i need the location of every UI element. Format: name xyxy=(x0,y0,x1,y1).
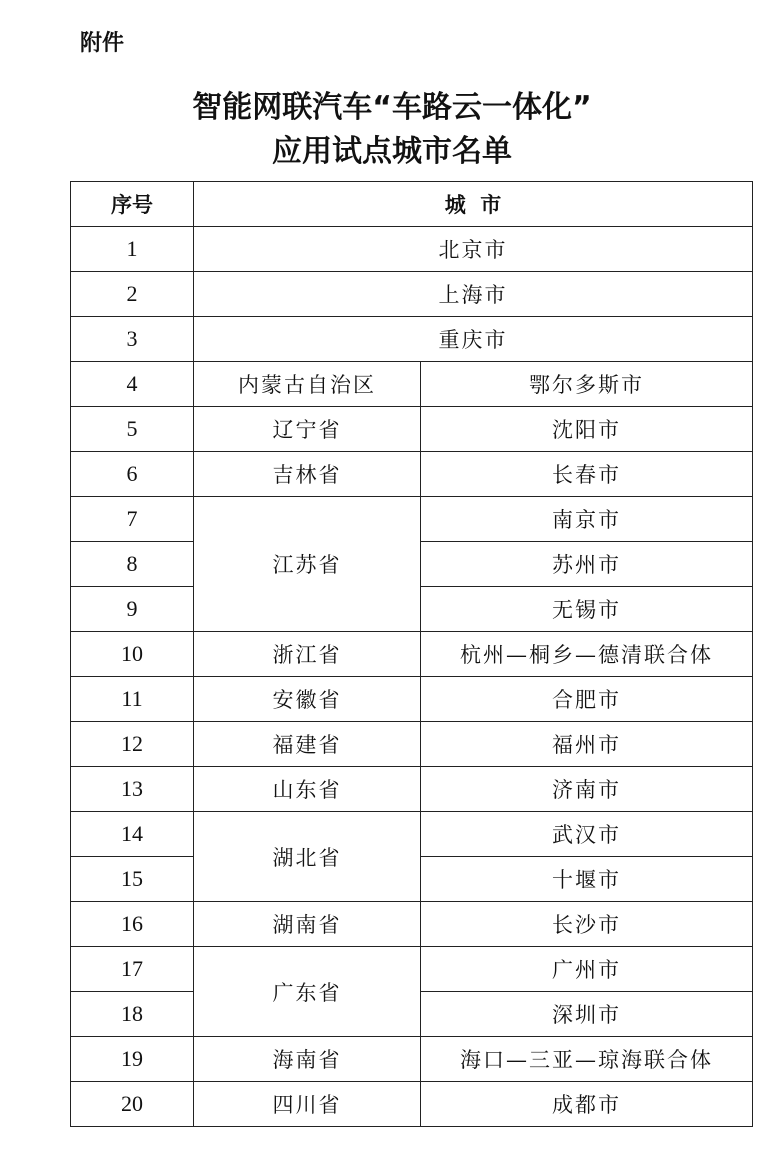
city-cell: 无锡市 xyxy=(421,587,753,632)
province-cell: 辽宁省 xyxy=(194,407,421,452)
row-number: 15 xyxy=(71,857,194,902)
header-city: 城 市 xyxy=(194,182,753,227)
row-number: 13 xyxy=(71,767,194,812)
row-number: 8 xyxy=(71,542,194,587)
city-cell: 南京市 xyxy=(421,497,753,542)
province-cell: 四川省 xyxy=(194,1082,421,1127)
city-cell: 海口—三亚—琼海联合体 xyxy=(421,1037,753,1082)
pilot-city-table xyxy=(70,181,753,1127)
city-cell: 上海市 xyxy=(194,272,753,317)
row-number: 2 xyxy=(71,272,194,317)
city-cell: 合肥市 xyxy=(421,677,753,722)
table-row xyxy=(71,1082,753,1127)
table-row xyxy=(71,812,753,857)
table-row xyxy=(71,272,753,317)
attachment-label: 附件 xyxy=(80,31,125,56)
row-number: 4 xyxy=(71,362,194,407)
row-number: 18 xyxy=(71,992,194,1037)
table-header-row xyxy=(71,182,753,227)
table-row xyxy=(71,767,753,812)
city-cell: 济南市 xyxy=(421,767,753,812)
province-cell: 湖北省 xyxy=(194,812,421,902)
table-row xyxy=(71,902,753,947)
city-cell: 苏州市 xyxy=(421,542,753,587)
province-cell: 江苏省 xyxy=(194,497,421,632)
table-row xyxy=(71,227,753,272)
row-number: 3 xyxy=(71,317,194,362)
row-number: 14 xyxy=(71,812,194,857)
province-cell: 内蒙古自治区 xyxy=(194,362,421,407)
row-number: 16 xyxy=(71,902,194,947)
row-number: 5 xyxy=(71,407,194,452)
page-title-line2: 应用试点城市名单 xyxy=(272,134,512,169)
city-cell: 福州市 xyxy=(421,722,753,767)
city-cell: 武汉市 xyxy=(421,812,753,857)
table-row xyxy=(71,677,753,722)
city-cell: 长春市 xyxy=(421,452,753,497)
city-cell: 鄂尔多斯市 xyxy=(421,362,753,407)
row-number: 10 xyxy=(71,632,194,677)
row-number: 19 xyxy=(71,1037,194,1082)
city-cell: 杭州—桐乡—德清联合体 xyxy=(421,632,753,677)
city-cell: 深圳市 xyxy=(421,992,753,1037)
city-cell: 北京市 xyxy=(194,227,753,272)
page-title-line1: 智能网联汽车“车路云一体化” xyxy=(192,90,592,125)
city-cell: 成都市 xyxy=(421,1082,753,1127)
row-number: 6 xyxy=(71,452,194,497)
header-no: 序号 xyxy=(71,182,194,227)
row-number: 12 xyxy=(71,722,194,767)
table-row xyxy=(71,362,753,407)
city-cell: 长沙市 xyxy=(421,902,753,947)
table-row xyxy=(71,452,753,497)
province-cell: 海南省 xyxy=(194,1037,421,1082)
row-number: 7 xyxy=(71,497,194,542)
table-row xyxy=(71,722,753,767)
province-cell: 安徽省 xyxy=(194,677,421,722)
province-cell: 吉林省 xyxy=(194,452,421,497)
province-cell: 广东省 xyxy=(194,947,421,1037)
row-number: 17 xyxy=(71,947,194,992)
row-number: 1 xyxy=(71,227,194,272)
row-number: 20 xyxy=(71,1082,194,1127)
table-row xyxy=(71,407,753,452)
province-cell: 湖南省 xyxy=(194,902,421,947)
province-cell: 山东省 xyxy=(194,767,421,812)
table-row xyxy=(71,632,753,677)
row-number: 11 xyxy=(71,677,194,722)
city-cell: 重庆市 xyxy=(194,317,753,362)
table-row xyxy=(71,497,753,542)
table-row xyxy=(71,1037,753,1082)
province-cell: 福建省 xyxy=(194,722,421,767)
table-row xyxy=(71,947,753,992)
city-cell: 沈阳市 xyxy=(421,407,753,452)
province-cell: 浙江省 xyxy=(194,632,421,677)
row-number: 9 xyxy=(71,587,194,632)
table-row xyxy=(71,317,753,362)
city-cell: 十堰市 xyxy=(421,857,753,902)
city-cell: 广州市 xyxy=(421,947,753,992)
